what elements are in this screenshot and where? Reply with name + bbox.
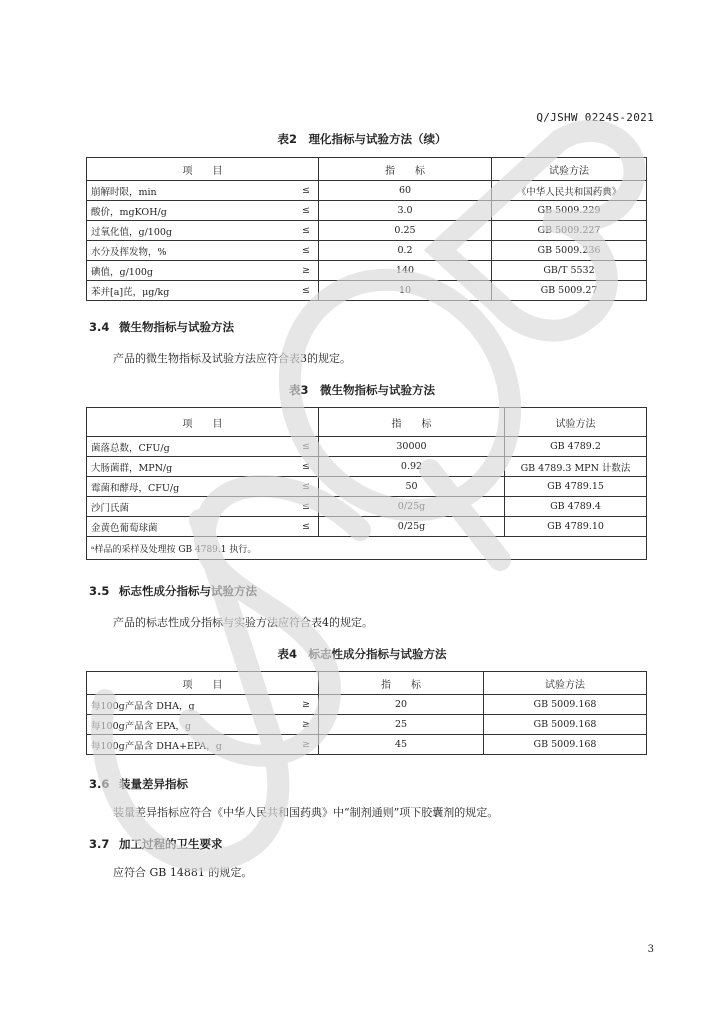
value-cell: 25 bbox=[319, 715, 484, 735]
table-row bbox=[87, 477, 647, 497]
header-item: 项 目 bbox=[87, 672, 319, 695]
item-cell: 每100g产品含 DHA，g bbox=[87, 695, 289, 715]
table2-header-row bbox=[87, 158, 647, 181]
comparison-symbol: ≤ bbox=[289, 497, 319, 517]
value-cell: 10 bbox=[319, 281, 492, 301]
table3 bbox=[86, 407, 647, 560]
header-item: 项 目 bbox=[87, 408, 319, 437]
section-3-5-heading bbox=[89, 583, 257, 599]
header-method: 试验方法 bbox=[492, 158, 647, 181]
section-3-6-paragraph: 装量差异指标应符合《中华人民共和国药典》中“制剂通则”项下胶囊剂的规定。 bbox=[113, 806, 499, 819]
item-cell: 碘值，g/100g bbox=[87, 261, 289, 281]
table3-note-row bbox=[87, 537, 647, 560]
method-cell: GB 4789.2 bbox=[505, 437, 647, 457]
item-cell: 每100g产品含 EPA，g bbox=[87, 715, 289, 735]
header-method: 试验方法 bbox=[505, 408, 647, 437]
section-number: 3.4 bbox=[89, 320, 110, 334]
table-row bbox=[87, 735, 647, 755]
comparison-symbol: ≤ bbox=[289, 457, 319, 477]
value-cell: 0/25g bbox=[319, 517, 505, 537]
table-row bbox=[87, 497, 647, 517]
item-cell: 大肠菌群，MPN/g bbox=[87, 457, 289, 477]
section-title: 加工过程的卫生要求 bbox=[119, 837, 223, 851]
section-3-4-paragraph: 产品的微生物指标及试验方法应符合表3的规定。 bbox=[113, 352, 351, 365]
value-cell: 30000 bbox=[319, 437, 505, 457]
section-3-7-heading bbox=[89, 836, 223, 852]
section-3-4-heading bbox=[89, 319, 234, 335]
table-row bbox=[87, 437, 647, 457]
item-cell: 酸价，mgKOH/g bbox=[87, 201, 289, 221]
value-cell: 50 bbox=[319, 477, 505, 497]
item-cell: 沙门氏菌 bbox=[87, 497, 289, 517]
table-row bbox=[87, 517, 647, 537]
value-cell: 60 bbox=[319, 181, 492, 201]
method-cell: GB 4789.10 bbox=[505, 517, 647, 537]
table2-caption: 表2 理化指标与试验方法（续） bbox=[277, 132, 447, 146]
table-row bbox=[87, 281, 647, 301]
item-cell: 菌落总数，CFU/g bbox=[87, 437, 289, 457]
value-cell: 0/25g bbox=[319, 497, 505, 517]
method-cell: GB 5009.227 bbox=[492, 221, 647, 241]
comparison-symbol: ≤ bbox=[289, 241, 319, 261]
item-cell: 金黄色葡萄球菌 bbox=[87, 517, 289, 537]
item-cell: 水分及挥发物，% bbox=[87, 241, 289, 261]
method-cell: GB 4789.3 MPN 计数法 bbox=[505, 457, 647, 477]
value-cell: 20 bbox=[319, 695, 484, 715]
comparison-symbol: ≤ bbox=[289, 517, 319, 537]
method-cell: GB 5009.168 bbox=[484, 715, 647, 735]
method-cell: GB 5009.236 bbox=[492, 241, 647, 261]
value-cell: 0.25 bbox=[319, 221, 492, 241]
method-cell: GB 5009.27 bbox=[492, 281, 647, 301]
table4 bbox=[86, 671, 647, 755]
table-row bbox=[87, 241, 647, 261]
comparison-symbol: ≤ bbox=[289, 281, 319, 301]
method-cell: GB/T 5532 bbox=[492, 261, 647, 281]
table-row bbox=[87, 457, 647, 477]
header-value: 指 标 bbox=[319, 158, 492, 181]
table-row bbox=[87, 201, 647, 221]
comparison-symbol: ≥ bbox=[289, 261, 319, 281]
table4-caption: 表4 标志性成分指标与试验方法 bbox=[277, 647, 447, 661]
table3-header-row bbox=[87, 408, 647, 437]
section-number: 3.6 bbox=[89, 777, 110, 791]
item-cell: 崩解时限，min bbox=[87, 181, 289, 201]
table-row bbox=[87, 181, 647, 201]
comparison-symbol: ≤ bbox=[289, 221, 319, 241]
comparison-symbol: ≤ bbox=[289, 477, 319, 497]
comparison-symbol: ≥ bbox=[289, 735, 319, 755]
header-item: 项 目 bbox=[87, 158, 319, 181]
table-row bbox=[87, 715, 647, 735]
comparison-symbol: ≤ bbox=[289, 181, 319, 201]
value-cell: 3.0 bbox=[319, 201, 492, 221]
section-3-5-paragraph: 产品的标志性成分指标与实验方法应符合表4的规定。 bbox=[113, 616, 373, 629]
item-cell: 霉菌和酵母，CFU/g bbox=[87, 477, 289, 497]
value-cell: 0.2 bbox=[319, 241, 492, 261]
method-cell: GB 4789.4 bbox=[505, 497, 647, 517]
section-title: 装量差异指标 bbox=[119, 777, 188, 791]
section-title: 标志性成分指标与试验方法 bbox=[119, 584, 257, 598]
header-method: 试验方法 bbox=[484, 672, 647, 695]
comparison-symbol: ≤ bbox=[289, 437, 319, 457]
header-value: 指 标 bbox=[319, 672, 484, 695]
table-row bbox=[87, 221, 647, 241]
header-value: 指 标 bbox=[319, 408, 505, 437]
item-cell: 每100g产品含 DHA+EPA，g bbox=[87, 735, 289, 755]
method-cell: 《中华人民共和国药典》 bbox=[492, 181, 647, 201]
table-row bbox=[87, 261, 647, 281]
value-cell: 45 bbox=[319, 735, 484, 755]
table-row bbox=[87, 695, 647, 715]
section-3-7-paragraph: 应符合 GB 14881 的规定。 bbox=[113, 866, 253, 879]
table3-caption: 表3 微生物指标与试验方法 bbox=[288, 383, 435, 397]
value-cell: 0.92 bbox=[319, 457, 505, 477]
method-cell: GB 5009.168 bbox=[484, 735, 647, 755]
comparison-symbol: ≥ bbox=[289, 695, 319, 715]
standard-code: Q/JSHW 0224S-2021 bbox=[536, 111, 654, 124]
item-cell: 苯并[a]芘，μg/kg bbox=[87, 281, 289, 301]
page-number: 3 bbox=[647, 944, 654, 955]
method-cell: GB 4789.15 bbox=[505, 477, 647, 497]
table3-note: ᵃ样品的采样及处理按 GB 4789.1 执行。 bbox=[87, 537, 647, 560]
section-3-6-heading bbox=[89, 776, 188, 792]
item-cell: 过氧化值，g/100g bbox=[87, 221, 289, 241]
method-cell: GB 5009.168 bbox=[484, 695, 647, 715]
value-cell: 140 bbox=[319, 261, 492, 281]
method-cell: GB 5009.229 bbox=[492, 201, 647, 221]
comparison-symbol: ≤ bbox=[289, 201, 319, 221]
section-number: 3.7 bbox=[89, 837, 110, 851]
table4-header-row bbox=[87, 672, 647, 695]
section-title: 微生物指标与试验方法 bbox=[119, 320, 234, 334]
table2 bbox=[86, 157, 647, 301]
section-number: 3.5 bbox=[89, 584, 110, 598]
comparison-symbol: ≥ bbox=[289, 715, 319, 735]
